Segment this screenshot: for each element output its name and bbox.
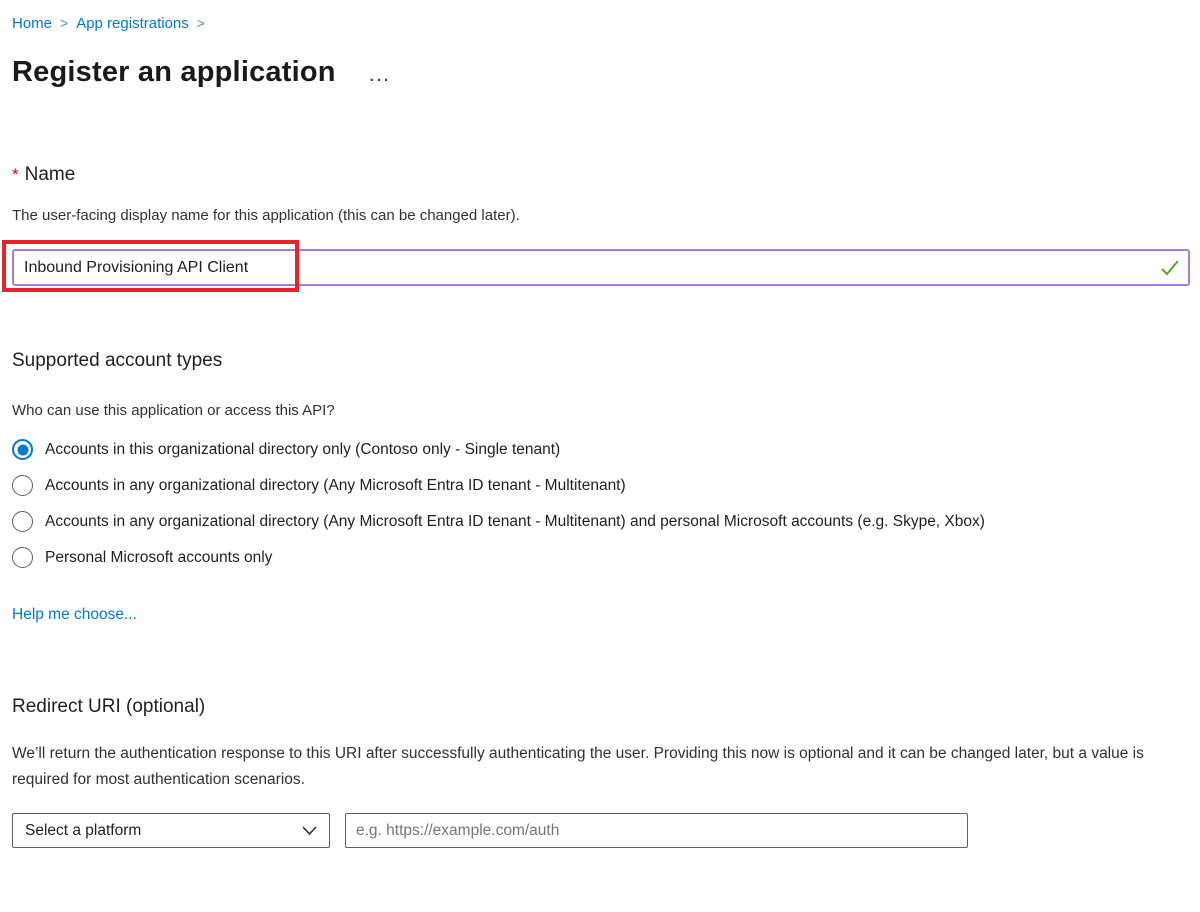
radio-button-icon[interactable]	[12, 511, 33, 532]
name-section-label	[12, 164, 1190, 186]
redirect-uri-heading: Redirect URI (optional)	[12, 696, 206, 717]
account-type-radio-group	[12, 438, 1190, 570]
breadcrumb-app-registrations[interactable]: App registrations	[76, 14, 189, 32]
breadcrumb-separator-icon: >	[60, 15, 69, 31]
radio-button-icon[interactable]	[12, 439, 33, 460]
radio-label: Accounts in any organizational directory (Any Microsoft Entra ID tenant - Multitenant)	[45, 477, 626, 494]
radio-button-icon[interactable]	[12, 475, 33, 496]
redirect-uri-description: We’ll return the authentication response to this URI after successfully authenticating the user. Providing this now is optional and it can be changed later, but a value is required for most authentication scenarios.	[12, 745, 1144, 788]
title-row	[12, 56, 1190, 89]
account-types-question: Who can use this application or access this API?	[12, 402, 335, 419]
radio-label: Personal Microsoft accounts only	[45, 549, 273, 566]
platform-select-dropdown[interactable]	[12, 813, 330, 848]
name-description: The user-facing display name for this application (this can be changed later).	[12, 207, 520, 224]
redirect-uri-input[interactable]	[345, 813, 968, 848]
page-title: Register an application	[12, 56, 336, 88]
more-options-icon[interactable]: ...	[369, 67, 392, 85]
radio-label: Accounts in this organizational directory only (Contoso only - Single tenant)	[45, 441, 561, 458]
radio-label: Accounts in any organizational directory (Any Microsoft Entra ID tenant - Multitenant) and personal Microsoft accounts (e.g. Skype, Xbox)	[45, 513, 985, 530]
redirect-uri-controls	[12, 813, 1190, 848]
required-asterisk: *	[12, 165, 19, 184]
name-input-wrapper	[12, 249, 1190, 286]
help-me-choose-link[interactable]: Help me choose...	[12, 606, 137, 623]
supported-account-types-heading: Supported account types	[12, 350, 223, 371]
radio-button-icon[interactable]	[12, 547, 33, 568]
breadcrumb	[12, 12, 1190, 34]
chevron-down-icon	[302, 826, 317, 836]
platform-select-value: Select a platform	[25, 821, 142, 839]
breadcrumb-separator-icon: >	[196, 15, 205, 31]
radio-personal-only[interactable]	[12, 546, 1190, 570]
radio-single-tenant[interactable]	[12, 438, 1190, 462]
radio-multitenant[interactable]	[12, 474, 1190, 498]
name-label: Name	[24, 164, 76, 185]
breadcrumb-home[interactable]: Home	[12, 14, 53, 32]
radio-multitenant-personal[interactable]	[12, 510, 1190, 534]
app-name-input[interactable]	[12, 249, 1190, 286]
